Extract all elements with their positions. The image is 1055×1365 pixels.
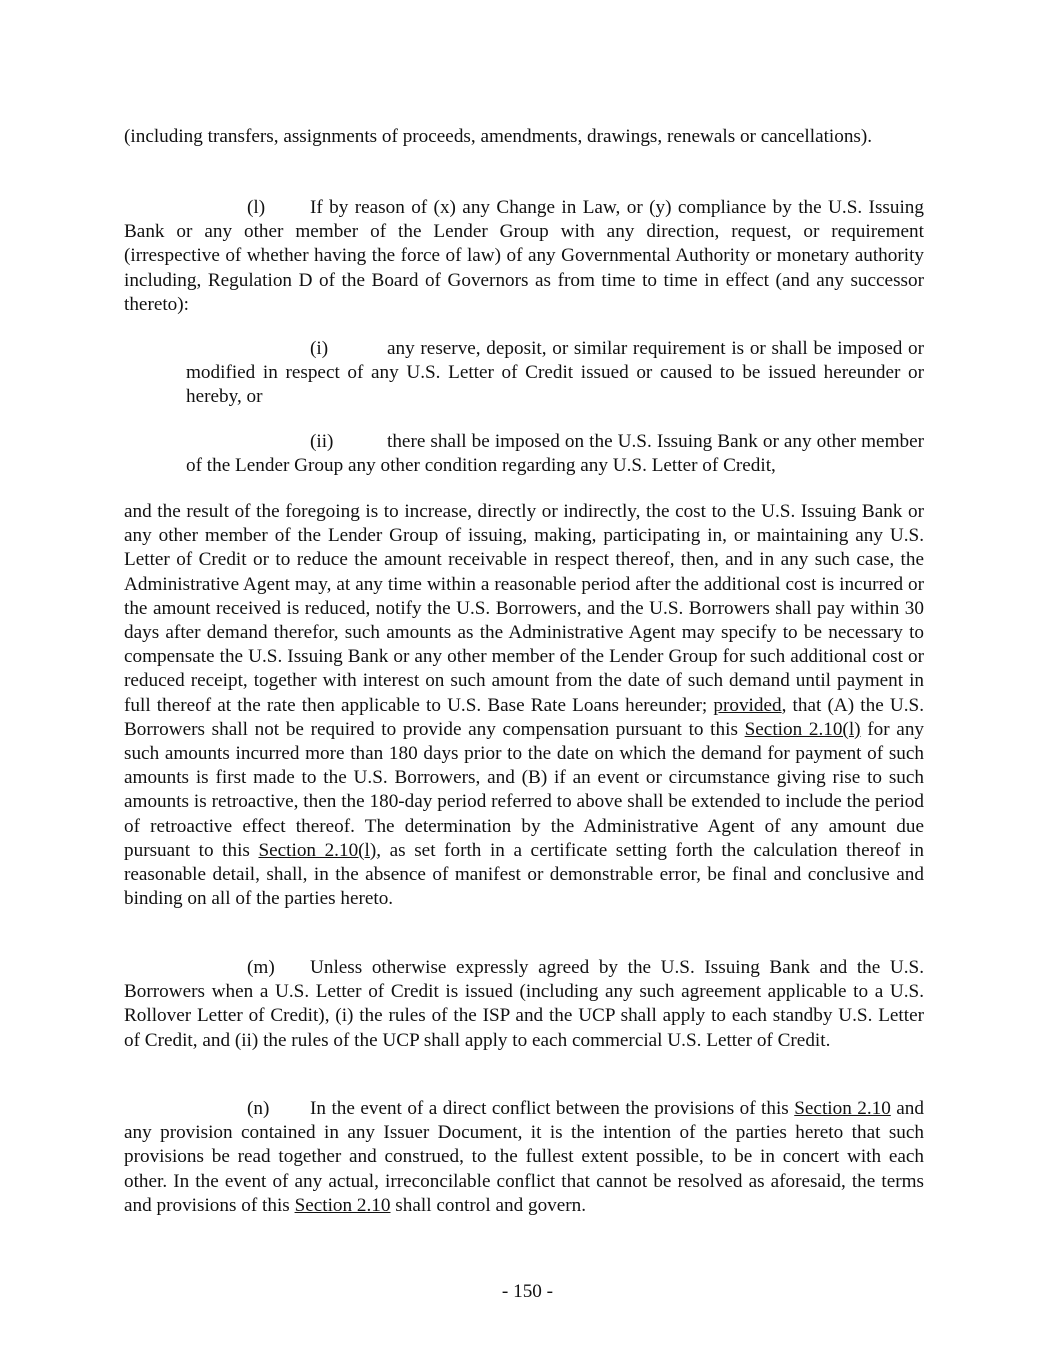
paragraph-continuation: (including transfers, assignments of proceeds, amendments, drawings, renewals or cancellations). bbox=[124, 126, 873, 147]
paragraph-n: (n) In the event of a direct conflict between the provisions of this Section 2.10 and any provision contained in any Issuer Document, it is the intention of the parties hereto that such provisions be read together and construed, to the fullest extent possible, to be in concert with each other. In the event of any actual, irreconcilable conflict that cannot be resolved as aforesaid, the terms and provisions of this Section 2.10 shall control and govern. bbox=[124, 1098, 924, 1216]
section-reference: Section 2.10(l) bbox=[258, 839, 377, 861]
paragraph-label: (l) bbox=[247, 197, 266, 218]
paragraph-l-i: (i) any reserve, deposit, or similar requirement is or shall be imposed or modified in respect of any U.S. Letter of Credit issued or caused to be issued hereunder or hereby, or bbox=[186, 338, 924, 408]
paragraph-label: (i) bbox=[310, 338, 329, 359]
page-number: - 150 - bbox=[501, 1281, 554, 1302]
paragraph-label: (n) bbox=[247, 1098, 270, 1119]
paragraph-l-ii: (ii) there shall be imposed on the U.S. Issuing Bank or any other member of the Lender Group any other condition regarding any U.S. Letter of Credit, bbox=[186, 431, 924, 477]
section-reference: Section 2.10(l) bbox=[744, 718, 861, 740]
paragraph-m: (m) Unless otherwise expressly agreed by the U.S. Issuing Bank and the U.S. Borrowers when a U.S. Letter of Credit is issued (including any such agreement applicable to a U.S. Rollover Letter of Credit), (i) the rules of the ISP and the UCP shall apply to each standby U.S. Letter of Credit, and (ii) the rules of the UCP shall apply to each commercial U.S. Letter of Credit. bbox=[124, 957, 924, 1051]
provided-term: provided bbox=[713, 694, 782, 716]
paragraph-l: (l) If by reason of (x) any Change in Law, or (y) compliance by the U.S. Issuing Bank or any other member of the Lender Group with any direction, request, or requirement (irrespective of whether having the force of law) of any Governmental Authority or monetary authority including, Regulation D of the Board of Governors as from time to time in effect (and any successor thereto): bbox=[124, 197, 924, 315]
section-reference: Section 2.10 bbox=[294, 1194, 391, 1216]
section-reference: Section 2.10 bbox=[794, 1098, 891, 1119]
paragraph-label: (m) bbox=[247, 957, 275, 978]
paragraph-result: and the result of the foregoing is to increase, directly or indirectly, the cost to the U.S. Issuing Bank or any other member of the Lender Group of issuing, making, participating in, or maintaining any U.S. Letter of Credit or to reduce the amount receivable in respect thereof, then, and in any such case, the Administrative Agent may, at any time within a reasonable period after the additional cost is incurred or the amount received is reduced, notify the U.S. Borrowers, and the U.S. Borrowers shall pay within 30 days after demand therefor, such amounts as the Administrative Agent may specify to be necessary to compensate the U.S. Issuing Bank or any other member of the Lender Group for such additional cost or reduced receipt, together with interest on such amount from the date of such demand until payment in full thereof at the rate then applicable to U.S. Base Rate Loans hereunder; provided, that (A) the U.S. Borrowers shall not be required to provide any compensation pursuant to this Section 2.10(l) for any such amounts incurred more than 180 days prior to the date on which the demand for payment of such amounts is first made to the U.S. Borrowers, and (B) if an event or circumstance giving rise to such amounts is retroactive, then the 180-day period referred to above shall be extended to include the period of retroactive effect thereof. The determination by the Administrative Agent of any amount due pursuant to this Section 2.10(l), as set forth in a certificate setting forth the calculation thereof in reasonable detail, shall, in the absence of manifest or demonstrable error, be final and conclusive and binding on all of the parties hereto. bbox=[124, 501, 925, 910]
paragraph-label: (ii) bbox=[310, 431, 334, 452]
